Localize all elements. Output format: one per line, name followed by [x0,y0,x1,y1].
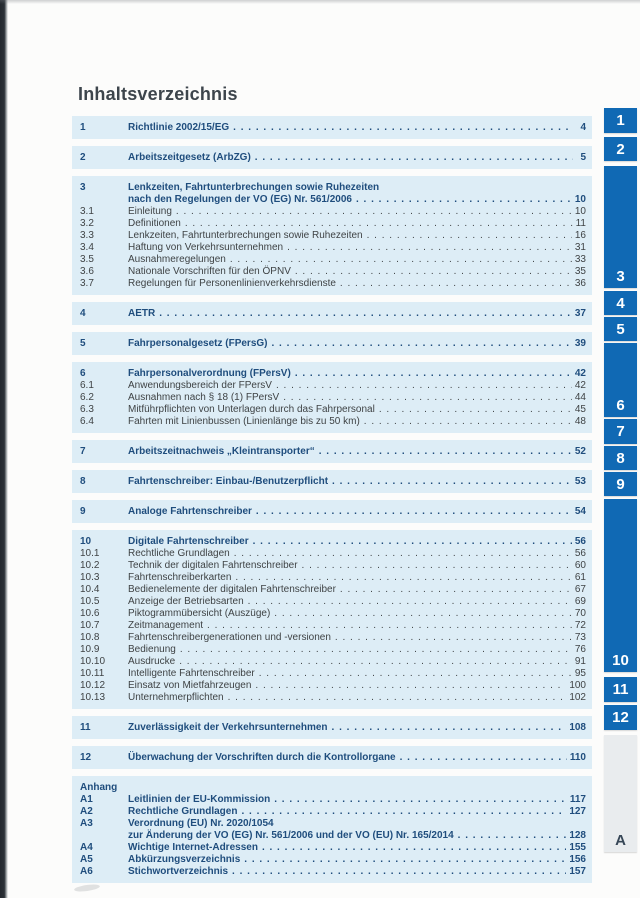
toc-entry-page: 42 [574,380,586,391]
toc-entry-row [80,368,586,380]
side-tab-2: 2 [604,137,637,161]
toc-entry-page: 11 [575,218,586,229]
side-tab-7: 7 [604,419,637,444]
toc-entry-title: Analoge Fahrtenschreiber [128,506,252,517]
toc-entry-row [80,818,586,830]
dot-leader [185,218,573,230]
toc-entry-number: 10.6 [80,608,100,619]
toc-entry-title: Ausnahmen nach § 18 (1) FPersV [128,392,280,403]
toc-entry-row [80,680,586,692]
side-tab-12: 12 [604,705,637,730]
toc-group [72,176,592,295]
toc-group [72,470,592,493]
dot-leader [319,446,572,458]
toc-entry-number: 10.10 [80,656,106,667]
toc-group [72,362,592,433]
dot-leader [364,416,572,428]
dot-leader [340,278,572,290]
toc-entry-page: 44 [574,392,586,403]
dot-leader [235,572,571,584]
dot-leader [295,266,572,278]
toc-entry-row [80,548,586,560]
dot-leader [379,404,572,416]
dot-leader [179,656,572,668]
scanned-page-top-edge [0,0,640,4]
toc-entry-number: 10.7 [80,620,100,631]
toc-entry-page: 95 [574,668,586,679]
toc-entry-title: Nationale Vorschriften für den ÖPNV [128,266,291,277]
toc-entry-page: 67 [574,584,586,595]
toc-entry-number: 3.2 [80,218,94,229]
toc-entry-number: 10.2 [80,560,100,571]
toc-entry-number: A5 [80,854,93,865]
toc-group [72,116,592,139]
dot-leader [207,620,572,632]
dot-leader [458,830,567,842]
toc-entry-title: Zeitmanagement [128,620,204,631]
dot-leader [228,692,567,704]
toc-group [72,776,592,883]
toc-entry-page: 39 [574,338,586,349]
toc-entry-row [80,668,586,680]
toc-entry-number: 6.2 [80,392,94,403]
dot-leader [248,596,572,608]
side-tab-8: 8 [604,446,637,470]
toc-entry-row [80,278,586,290]
toc-entry-number: 6 [80,368,86,379]
toc-entry-page: 155 [569,842,586,853]
toc-entry-title: Einsatz von Mietfahrzeugen [128,680,252,691]
toc-entry-title: AETR [128,308,156,319]
toc-entry-row [80,536,586,548]
toc-entry-page: 37 [574,308,586,319]
dot-leader [253,536,572,548]
dot-leader [255,680,566,692]
toc-entry-title: Fahrpersonalgesetz (FPersG) [128,338,268,349]
toc-entry-title: Anwendungsbereich der FPersV [128,380,272,391]
dot-leader [234,548,572,560]
dot-leader [233,122,573,134]
toc-entry-page: 35 [574,266,586,277]
toc-entry-page: 36 [574,278,586,289]
dot-leader [340,584,572,596]
toc-entry-number: 10.4 [80,584,100,595]
toc-entry-title: Anzeige der Betriebsarten [128,596,244,607]
toc-entry-title: Mitführpflichten von Unterlagen durch das Fahrpersonal [128,404,375,415]
toc-entry-row [80,152,586,164]
toc-entry-number: A2 [80,806,93,817]
toc-entry-page: 157 [569,866,586,877]
toc-entry-page: 69 [574,596,586,607]
toc-entry-row [80,794,586,806]
toc-entry-row [80,476,586,488]
toc-entry-row [80,806,586,818]
toc-entry-page: 110 [569,752,586,763]
toc-entry-title: Regelungen für Personenlinienverkehrsdienste [128,278,336,289]
toc-entry-row [80,254,586,266]
dot-leader [176,206,572,218]
toc-group [72,146,592,169]
toc-entry-number: 9 [80,506,86,517]
toc-entry-number: 8 [80,476,86,487]
toc-entry-page: 72 [574,620,586,631]
dot-leader [400,752,567,764]
toc-entry-number: 6.3 [80,404,94,415]
toc-entry-page: 76 [574,644,586,655]
dot-leader [283,392,572,404]
dot-leader [367,230,572,242]
toc-entry-row [80,632,586,644]
dot-leader [332,722,567,734]
dot-leader [356,194,572,206]
toc-entry-row [80,692,586,704]
toc-entry-row [80,230,586,242]
toc-entry-row [80,194,586,206]
toc-entry-title: Verordnung (EU) Nr. 2020/1054 [128,818,274,829]
toc-entry-number: A6 [80,866,93,877]
toc-entry-page: 61 [574,572,586,583]
dot-leader [295,368,572,380]
dot-leader [232,866,566,878]
toc-entry-row [80,722,586,734]
toc-entry-title: nach den Regelungen der VO (EG) Nr. 561/2006 [128,194,352,205]
toc-entry-page: 156 [569,854,586,865]
toc-entry-number: 6.1 [80,380,94,391]
dot-leader [256,506,572,518]
toc-entry-row [80,572,586,584]
toc-entry-page: 5 [580,152,586,163]
dot-leader [241,806,566,818]
toc-entry-title: Digitale Fahrtenschreiber [128,536,249,547]
toc-entry-page: 31 [574,242,586,253]
toc-entry-row [80,560,586,572]
toc-entry-title: Wichtige Internet-Adressen [128,842,258,853]
toc-entry-title: Arbeitszeitgesetz (ArbZG) [128,152,251,163]
toc-entry-number: 10.12 [80,680,106,691]
toc-entry-page: 52 [574,446,586,457]
toc-entry-title: Definitionen [128,218,181,229]
toc-entry-page: 53 [574,476,586,487]
toc-entry-number: 7 [80,446,86,457]
toc-entry-number: 10.13 [80,692,106,703]
toc-group [72,716,592,739]
toc-entry-row [80,506,586,518]
side-tab-9: 9 [604,472,637,496]
toc-entry-number: 3.5 [80,254,94,265]
dot-leader [276,380,572,392]
toc-entry-row [80,308,586,320]
toc-entry-number: 3.3 [80,230,94,241]
toc-entry-row [80,608,586,620]
toc-entry-page: 45 [574,404,586,415]
dot-leader [335,632,572,644]
toc-entry-number: 3 [80,182,86,193]
toc-entry-title: Bedienelemente der digitalen Fahrtenschreiber [128,584,336,595]
toc-entry-page: 4 [580,122,586,133]
toc-group [72,500,592,523]
toc-entry-title: Überwachung der Vorschriften durch die Kontrollorgane [128,752,396,763]
dot-leader [180,644,572,656]
dot-leader [255,152,573,164]
dot-leader [262,842,566,854]
toc-groups [72,116,592,883]
dot-leader [259,668,572,680]
toc-entry-number: 10.1 [80,548,100,559]
dot-leader [159,308,572,320]
toc-entry-title: Fahrtenschreiberkarten [128,572,232,583]
toc-group-header: Anhang [80,782,118,793]
toc-entry-title: Arbeitszeitnachweis „Kleintransporter“ [128,446,315,457]
dot-leader [230,254,572,266]
toc-group [72,440,592,463]
toc-entry-title: Rechtliche Grundlagen [128,806,238,817]
toc-entry-page: 117 [569,794,586,805]
toc-group [72,530,592,709]
toc-entry-row [80,620,586,632]
toc-entry-row [80,392,586,404]
toc-entry-title: Fahrtenschreibergenerationen und -versionen [128,632,331,643]
toc-entry-title: Ausnahmeregelungen [128,254,226,265]
toc-entry-page: 100 [569,680,586,691]
toc-entry-number: 10.9 [80,644,100,655]
toc-entry-title: Fahrten mit Linienbussen (Linienlänge bis zu 50 km) [128,416,360,427]
toc-entry-page: 48 [574,416,586,427]
toc-entry-title: Lenkzeiten, Fahrtunterbrechungen sowie Ruhezeiten [128,182,380,193]
toc-entry-row [80,842,586,854]
toc-entry-row [80,866,586,878]
toc-entry-page: 91 [574,656,586,667]
page-title: Inhaltsverzeichnis [78,84,238,104]
toc-entry-title: Fahrpersonalverordnung (FPersV) [128,368,291,379]
dot-leader [274,794,567,806]
toc-entry-title: Haftung von Verkehrsunternehmen [128,242,284,253]
toc-entry-row [80,446,586,458]
toc-entry-title: Technik der digitalen Fahrtenschreiber [128,560,298,571]
toc-entry-row [80,266,586,278]
dot-leader [287,242,572,254]
toc-entry-title: Richtlinie 2002/15/EG [128,122,230,133]
toc-entry-row [80,218,586,230]
dot-leader [274,608,572,620]
toc-entry-number: 10.5 [80,596,100,607]
toc-entry-number: A1 [80,794,93,805]
toc-group [72,746,592,769]
toc-entry-number: 10.3 [80,572,100,583]
toc-entry-number: 12 [80,752,92,763]
toc-entry-title: Intelligente Fahrtenschreiber [128,668,255,679]
toc-entry-title: Lenkzeiten, Fahrtunterbrechungen sowie Ruhezeiten [128,230,363,241]
dot-leader [302,560,572,572]
toc-entry-number: 5 [80,338,86,349]
toc-entry-row [80,182,586,194]
toc-entry-page: 10 [574,194,586,205]
toc-entry-title: Piktogrammübersicht (Auszüge) [128,608,271,619]
toc-page [72,84,592,883]
toc-entry-number: 11 [80,722,91,733]
toc-entry-number: 10 [80,536,92,547]
toc-entry-row [80,584,586,596]
side-tab-5: 5 [604,317,637,341]
side-tab-3: 3 [604,166,637,288]
dot-leader [332,476,572,488]
dot-leader [271,338,571,350]
toc-entry-number: 6.4 [80,416,94,427]
toc-entry-title: Leitlinien der EU-Kommission [128,794,271,805]
toc-entry-row [80,656,586,668]
toc-entry-page: 56 [574,548,586,559]
toc-entry-row [80,122,586,134]
scanned-page-left-edge [0,0,8,898]
toc-entry-number: A4 [80,842,93,853]
toc-entry-title: zur Änderung der VO (EG) Nr. 561/2006 und der VO (EU) Nr. 165/2014 [128,830,454,841]
toc-entry-page: 102 [569,692,586,703]
toc-group-header-row [80,782,586,794]
toc-entry-row [80,752,586,764]
toc-entry-page: 127 [569,806,586,817]
dot-leader [244,854,566,866]
side-tab-4: 4 [604,291,637,315]
toc-entry-row [80,404,586,416]
side-tab-6: 6 [604,343,637,417]
side-tab-11: 11 [604,677,637,702]
toc-entry-page: 56 [574,536,586,547]
toc-entry-number: 3.1 [80,206,94,217]
toc-entry-title: Einleitung [128,206,172,217]
toc-entry-row [80,206,586,218]
toc-entry-title: Bedienung [128,644,176,655]
toc-entry-number: A3 [80,818,93,829]
toc-entry-row [80,338,586,350]
toc-entry-title: Fahrtenschreiber: Einbau-/Benutzerpflicht [128,476,329,487]
toc-group [72,332,592,355]
toc-entry-page: 73 [574,632,586,643]
toc-entry-row [80,596,586,608]
toc-entry-number: 3.6 [80,266,94,277]
toc-entry-number: 10.8 [80,632,100,643]
toc-entry-title: Ausdrucke [128,656,176,667]
toc-entry-page: 33 [574,254,586,265]
toc-entry-page: 70 [574,608,586,619]
toc-entry-page: 60 [574,560,586,571]
toc-entry-title: Rechtliche Grundlagen [128,548,230,559]
scan-smudge [74,883,101,893]
toc-entry-title: Zuverlässigkeit der Verkehrsunternehmen [128,722,328,733]
toc-entry-title: Abkürzungsverzeichnis [128,854,241,865]
toc-entry-row [80,242,586,254]
toc-entry-page: 10 [574,206,586,217]
toc-entry-page: 16 [574,230,586,241]
toc-entry-row [80,380,586,392]
toc-entry-number: 3.4 [80,242,94,253]
side-tab-A: A [604,735,637,852]
toc-entry-number: 1 [80,122,86,133]
toc-entry-row [80,830,586,842]
side-tab-1: 1 [604,108,637,133]
toc-entry-row [80,644,586,656]
toc-entry-title: Stichwortverzeichnis [128,866,229,877]
side-tab-10: 10 [604,499,637,672]
toc-entry-number: 3.7 [80,278,94,289]
toc-entry-row [80,416,586,428]
toc-entry-page: 42 [574,368,586,379]
toc-entry-page: 128 [569,830,586,841]
toc-entry-page: 108 [569,722,586,733]
toc-entry-title: Unternehmerpflichten [128,692,224,703]
toc-entry-row [80,854,586,866]
toc-entry-page: 54 [574,506,586,517]
toc-entry-number: 2 [80,152,86,163]
toc-entry-number: 4 [80,308,86,319]
toc-entry-number: 10.11 [80,668,105,679]
toc-group [72,302,592,325]
